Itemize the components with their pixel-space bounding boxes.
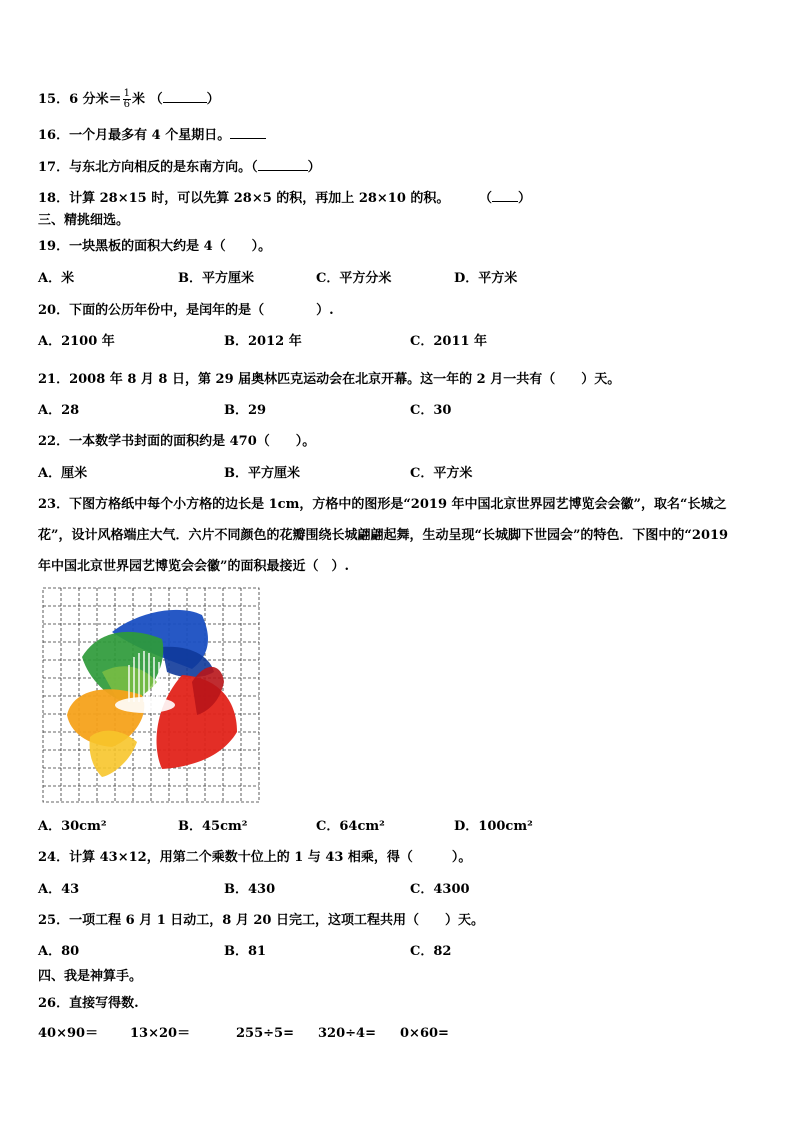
question-15: 15．6 分米＝ $\frac{1}{6}$ 米 （ ） bbox=[38, 88, 220, 110]
question-22: 22．一本数学书封面的面积约是 470（ ）。 bbox=[38, 434, 316, 449]
calc-item-3: 255÷5= bbox=[236, 1026, 294, 1041]
fraction: $\frac{1}{6}$ bbox=[123, 88, 131, 110]
question-17: 17．与东北方向相反的是东南方向。（ ） bbox=[38, 156, 321, 177]
q23-option-b[interactable]: B．45cm² bbox=[178, 819, 248, 834]
q21-option-a[interactable]: A．28 bbox=[38, 403, 80, 418]
question-23-line-2: 花”，设计风格端庄大气．六片不同颜色的花瓣围绕长城翩翩起舞，生动呈现“长城脚下世园会”的特色．下图中的“2019 bbox=[38, 528, 729, 543]
calc-item-4: 320÷4= bbox=[318, 1026, 376, 1041]
question-19: 19．一块黑板的面积大约是 4（ ）。 bbox=[38, 239, 272, 254]
q24-option-c[interactable]: C．4300 bbox=[410, 882, 470, 897]
q20-option-b[interactable]: B．2012 年 bbox=[224, 334, 302, 349]
q20-option-c[interactable]: C．2011 年 bbox=[410, 334, 488, 349]
answer-blank[interactable] bbox=[492, 187, 518, 202]
q23-option-a[interactable]: A．30cm² bbox=[38, 819, 107, 834]
q19-option-a[interactable]: A．米 bbox=[38, 271, 75, 286]
calc-item-5: 0×60= bbox=[400, 1026, 449, 1041]
q19-option-c[interactable]: C．平方分米 bbox=[316, 271, 392, 286]
q22-option-a[interactable]: A．厘米 bbox=[38, 466, 88, 481]
answer-blank[interactable] bbox=[163, 88, 207, 103]
q19-option-b[interactable]: B．平方厘米 bbox=[178, 271, 254, 286]
q24-option-b[interactable]: B．430 bbox=[224, 882, 276, 897]
q22-option-c[interactable]: C．平方米 bbox=[410, 466, 473, 481]
emblem-center bbox=[115, 697, 175, 713]
question-23-line-1: 23．下图方格纸中每个小方格的边长是 1cm，方格中的图形是“2019 年中国北京世界园艺博览会会徽”，取名“长城之 bbox=[38, 497, 727, 512]
q21-option-c[interactable]: C．30 bbox=[410, 403, 452, 418]
calc-item-1: 40×90＝ bbox=[38, 1026, 99, 1041]
expo-emblem-grid-figure bbox=[42, 587, 260, 803]
q25-option-c[interactable]: C．82 bbox=[410, 944, 452, 959]
question-26: 26．直接写得数. bbox=[38, 996, 139, 1011]
q21-option-b[interactable]: B．29 bbox=[224, 403, 267, 418]
great-wall-lines bbox=[129, 651, 159, 702]
section-heading-4: 四、我是神算手。 bbox=[38, 969, 143, 984]
q20-option-a[interactable]: A．2100 年 bbox=[38, 334, 115, 349]
q22-option-b[interactable]: B．平方厘米 bbox=[224, 466, 300, 481]
q25-option-b[interactable]: B．81 bbox=[224, 944, 267, 959]
question-24: 24．计算 43×12，用第二个乘数十位上的 1 与 43 相乘，得（ ）。 bbox=[38, 850, 472, 865]
yellow-petal bbox=[90, 731, 138, 777]
q25-option-a[interactable]: A．80 bbox=[38, 944, 80, 959]
question-18: 18．计算 28×15 时，可以先算 28×5 的积，再加上 28×10 的积。 （ ） bbox=[38, 187, 531, 208]
answer-blank[interactable] bbox=[258, 156, 308, 171]
emblem-petals bbox=[67, 610, 237, 777]
q23-option-d[interactable]: D．100cm² bbox=[454, 819, 533, 834]
question-23-line-3: 年中国北京世界园艺博览会会徽”的面积最接近（ ）. bbox=[38, 559, 350, 574]
q23-option-c[interactable]: C．64cm² bbox=[316, 819, 385, 834]
question-21: 21．2008 年 8 月 8 日，第 29 届奥林匹克运动会在北京开幕。这一年的 2 月一共有（ ）天。 bbox=[38, 372, 621, 387]
q24-option-a[interactable]: A．43 bbox=[38, 882, 80, 897]
calc-item-2: 13×20＝ bbox=[130, 1026, 191, 1041]
q15-prefix: 15．6 分米＝ bbox=[38, 92, 122, 107]
question-25: 25．一项工程 6 月 1 日动工，8 月 20 日完工，这项工程共用（ ）天。 bbox=[38, 913, 484, 928]
question-16: 16．一个月最多有 4 个星期日。 bbox=[38, 124, 266, 145]
q19-option-d[interactable]: D．平方米 bbox=[454, 271, 518, 286]
answer-blank[interactable] bbox=[230, 124, 266, 139]
section-heading-3: 三、精挑细选。 bbox=[38, 213, 130, 228]
question-20: 20．下面的公历年份中，是闰年的是（ ）. bbox=[38, 303, 334, 318]
